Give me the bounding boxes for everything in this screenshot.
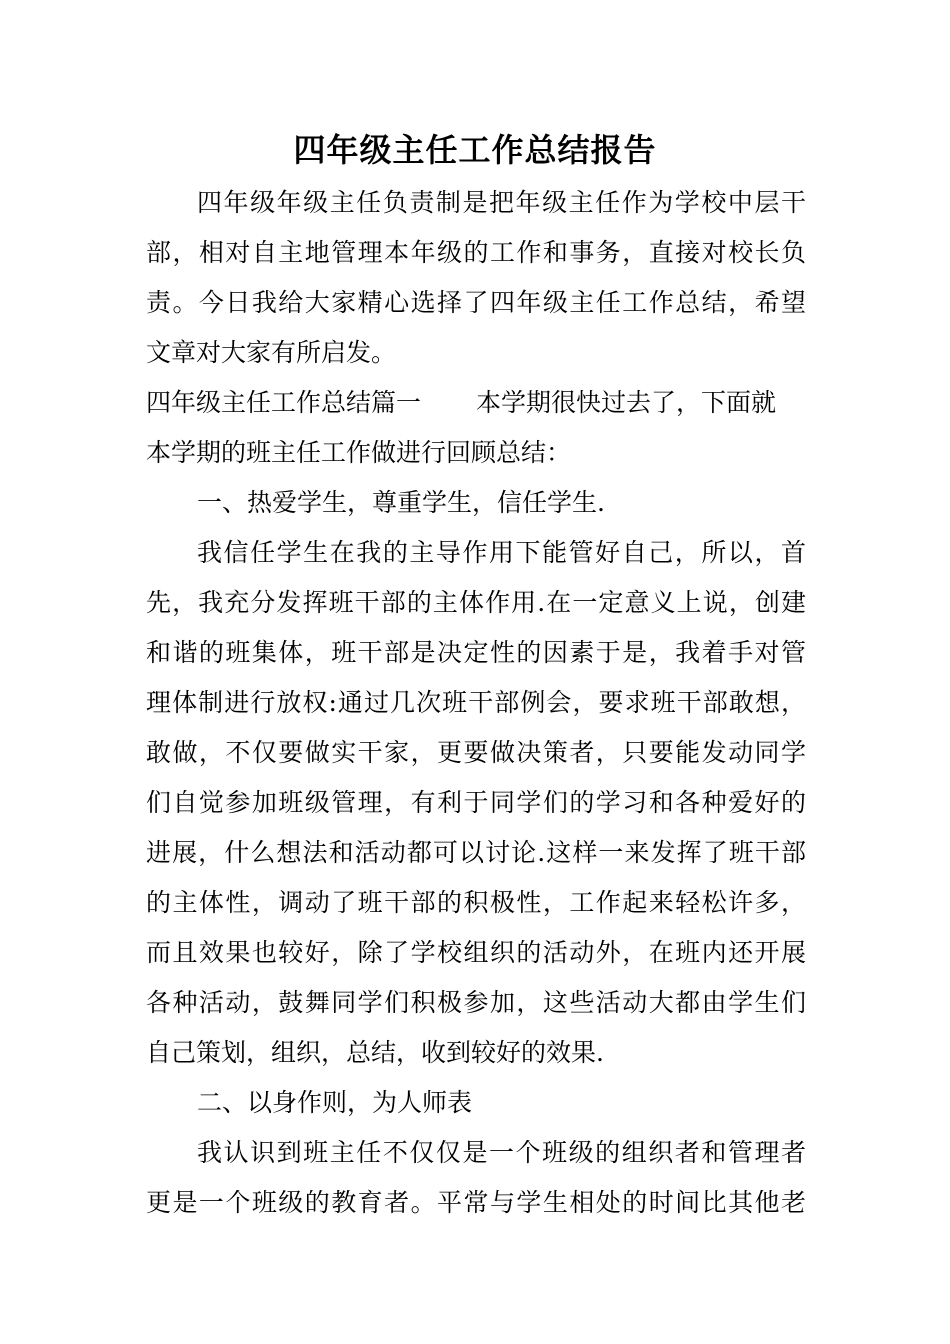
document-body bbox=[146, 178, 806, 1228]
paragraph-line: 的主体性，调动了班干部的积极性，工作起来轻松许多， bbox=[146, 888, 806, 917]
paragraph-line: 四年级年级主任负责制是把年级主任作为学校中层干 bbox=[197, 188, 806, 217]
paragraph-text: 本学期很快过去了，下面就 bbox=[476, 388, 777, 417]
paragraph-line: 我认识到班主任不仅仅是一个班级的组织者和管理者 bbox=[197, 1138, 806, 1167]
paragraph-line: 更是一个班级的教育者。平常与学生相处的时间比其他老 bbox=[146, 1188, 806, 1217]
paragraph-line: 敢做，不仅要做实干家，更要做决策者，只要能发动同学 bbox=[146, 738, 806, 767]
paragraph-line: 进展，什么想法和活动都可以讨论.这样一来发挥了班干部 bbox=[146, 838, 806, 867]
subheading-line: 一、热爱学生，尊重学生，信任学生. bbox=[197, 488, 605, 517]
paragraph-line: 们自觉参加班级管理，有利于同学们的学习和各种爱好的 bbox=[146, 788, 806, 817]
paragraph-line: 本学期的班主任工作做进行回顾总结： bbox=[146, 438, 572, 467]
paragraph-line: 部，相对自主地管理本年级的工作和事务，直接对校长负 bbox=[146, 238, 806, 267]
paragraph-line: 自己策划，组织，总结，收到较好的效果. bbox=[146, 1038, 604, 1067]
paragraph-line: 和谐的班集体，班干部是决定性的因素于是，我着手对管 bbox=[146, 638, 806, 667]
document-title: 四年级主任工作总结报告 bbox=[293, 131, 657, 169]
paragraph-line: 责。今日我给大家精心选择了四年级主任工作总结，希望 bbox=[146, 288, 806, 317]
paragraph-line: 各种活动，鼓舞同学们积极参加，这些活动大都由学生们 bbox=[146, 988, 806, 1017]
paragraph-line: 先，我充分发挥班干部的主体作用.在一定意义上说，创建 bbox=[146, 588, 806, 617]
paragraph-line: 我信任学生在我的主导作用下能管好自己，所以，首 bbox=[197, 538, 806, 567]
section-heading-line bbox=[146, 378, 806, 428]
paragraph-line: 文章对大家有所启发。 bbox=[146, 338, 397, 367]
paragraph-line: 理体制进行放权:通过几次班干部例会，要求班干部敢想， bbox=[146, 688, 806, 717]
section-heading: 四年级主任工作总结篇一 bbox=[146, 388, 422, 417]
paragraph-line: 而且效果也较好，除了学校组织的活动外，在班内还开展 bbox=[146, 938, 806, 967]
subheading-line: 二、以身作则，为人师表 bbox=[197, 1088, 473, 1117]
